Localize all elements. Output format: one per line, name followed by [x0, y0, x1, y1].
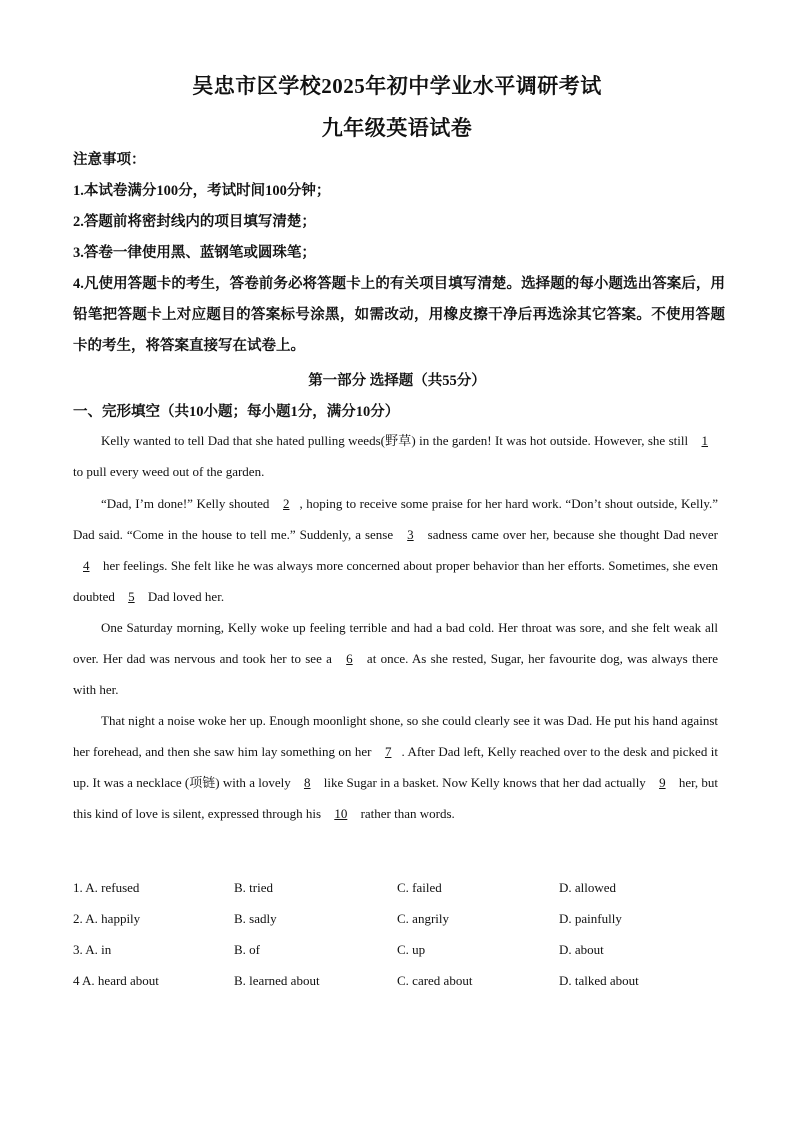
- passage-text: like Sugar in a basket. Now Kelly knows that her dad actually: [323, 775, 646, 790]
- passage-text: her feelings. She felt like he was always more concerned about proper behavior than her efforts. Sometimes, she even doubted: [73, 558, 719, 604]
- notice-item-4: 4.凡使用答题卡的考生，答卷前务必将答题卡上的有关项目填写清楚。选择题的每小题选出答案后，用铅笔把答题卡上对应题目的答案标号涂黑，如需改动，用橡皮擦干净后再选涂其它答案。不使用答题卡的考生，将答案直接写在试卷上。: [73, 276, 725, 354]
- passage-paragraph-4: [73, 705, 718, 829]
- passage-text: at once. As she rested, Sugar, her favourite dog, was always there with her.: [73, 651, 718, 697]
- passage-paragraph-2: [73, 488, 718, 612]
- question-row: [73, 973, 718, 1004]
- option-a: 2. A. happily: [73, 911, 141, 926]
- option-a: 3. A. in: [73, 942, 112, 957]
- notice-block: [73, 145, 725, 362]
- blank-9: 9: [659, 775, 666, 790]
- option-c: C. cared about: [397, 973, 473, 988]
- passage-text: , hoping to receive some praise for her hard work. “Don’t shout outside, Kelly.” Dad said. “Come in the house to tell me.” Suddenly, a sense: [73, 496, 719, 542]
- option-c: C. angrily: [397, 911, 449, 926]
- blank-8: 8: [303, 775, 311, 790]
- blank-5: 5: [128, 589, 135, 604]
- exam-subtitle: 九年级英语试卷: [321, 116, 473, 140]
- passage-text: sadness came over her, because she thought Dad never: [427, 527, 719, 542]
- passage-text: “Dad, I’m done!” Kelly shouted: [101, 496, 270, 511]
- passage-text: to pull every weed out of the garden.: [73, 464, 265, 479]
- option-d: D. allowed: [559, 880, 617, 895]
- option-c: C. failed: [397, 880, 442, 895]
- blank-2: 2: [282, 496, 290, 511]
- option-a: 4 A. heard about: [73, 973, 159, 988]
- option-b: B. tried: [234, 880, 273, 895]
- passage-paragraph-3: [73, 612, 718, 705]
- option-d: D. painfully: [559, 911, 622, 926]
- section-title: 一、完形填空（共10小题；每小题1分，满分10分）: [73, 404, 400, 420]
- part-title: 第一部分 选择题（共55分）: [308, 373, 486, 389]
- option-d: D. about: [559, 942, 604, 957]
- passage-paragraph-1: [73, 425, 718, 487]
- option-b: B. sadly: [234, 911, 277, 926]
- blank-10: 10: [334, 806, 348, 821]
- notice-item-2: 2.答题前将密封线内的项目填写清楚；: [73, 214, 316, 230]
- passage-text: her, but this kind of love is silent, expressed through his: [73, 775, 719, 821]
- question-options: [73, 880, 718, 1004]
- blank-3: 3: [407, 527, 414, 542]
- notice-item-1: 1.本试卷满分100分，考试时间100分钟；: [73, 183, 331, 199]
- blank-6: 6: [346, 651, 353, 666]
- blank-4: 4: [83, 558, 90, 573]
- notice-item-3: 3.答卷一律使用黑、蓝钢笔或圆珠笔；: [73, 245, 316, 261]
- question-row: [73, 911, 718, 942]
- passage-text: rather than words.: [360, 806, 455, 821]
- passage-text: Dad loved her.: [147, 589, 225, 604]
- notice-heading: 注意事项：: [73, 152, 146, 168]
- blank-1: 1: [701, 433, 709, 448]
- question-row: [73, 942, 718, 973]
- blank-7: 7: [384, 744, 392, 759]
- passage-text: That night a noise woke her up. Enough moonlight shone, so she could clearly see it was Dad. He put his hand against her forehead, and then she saw him lay something on her: [73, 713, 718, 759]
- option-c: C. up: [397, 942, 426, 957]
- option-a: 1. A. refused: [73, 880, 140, 895]
- option-b: B. of: [234, 942, 260, 957]
- passage-text: Kelly wanted to tell Dad that she hated pulling weeds(野草) in the garden! It was hot outside. However, she still: [101, 433, 689, 448]
- passage-text: One Saturday morning, Kelly woke up feeling terrible and had a bad cold. Her throat was sore, and she felt weak all over. Her dad was nervous and took her to see a: [73, 620, 718, 666]
- passage-text: . After Dad left, Kelly reached over to the desk and picked it up. It was a necklace (项链) with a lovely: [73, 744, 719, 790]
- exam-title: 吴忠市区学校2025年初中学业水平调研考试: [192, 74, 602, 98]
- question-row: [73, 880, 718, 911]
- option-d: D. talked about: [559, 973, 639, 988]
- option-b: B. learned about: [234, 973, 320, 988]
